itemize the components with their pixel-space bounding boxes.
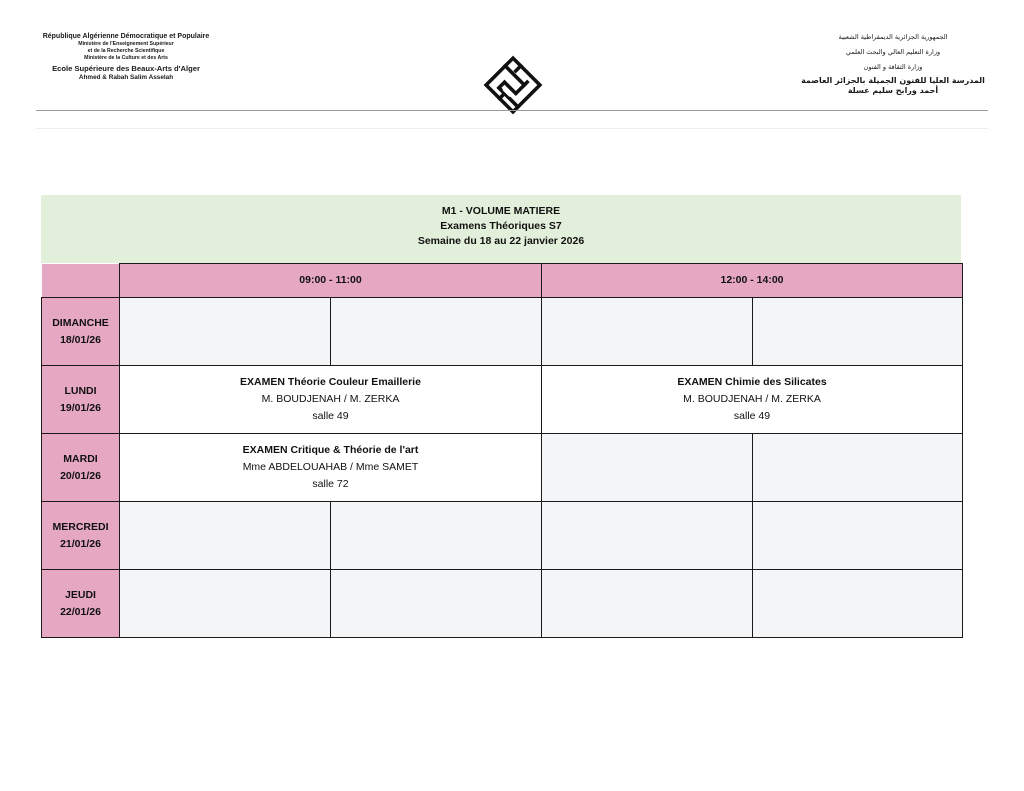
exam-room: salle 72 — [312, 478, 349, 490]
empty-slot — [120, 502, 331, 570]
exam-teachers: M. BOUDJENAH / M. ZERKA — [683, 393, 821, 405]
empty-slot — [753, 434, 963, 502]
empty-slot — [120, 298, 331, 366]
schedule-week: Semaine du 18 au 22 janvier 2026 — [417, 235, 585, 247]
empty-slot — [331, 502, 542, 570]
corner-cell — [42, 264, 120, 298]
exam-title: EXAMEN Critique & Théorie de l'art — [242, 444, 419, 456]
header-culture-ar: وزارة الثقافة و الفنون — [863, 63, 923, 71]
empty-slot — [753, 298, 963, 366]
exam-cell-lundi-afternoon — [542, 366, 963, 434]
table-row-lundi — [42, 366, 963, 434]
day-date: 21/01/26 — [60, 537, 101, 550]
exam-title: EXAMEN Chimie des Silicates — [677, 376, 827, 388]
table-row-dimanche — [42, 298, 963, 366]
exam-cell-lundi-morning — [120, 366, 542, 434]
exam-schedule-table — [41, 263, 963, 638]
day-date: 19/01/26 — [60, 401, 101, 414]
empty-slot — [542, 434, 753, 502]
empty-slot — [120, 570, 331, 638]
day-cell-mercredi — [42, 502, 120, 570]
day-cell-mardi — [42, 434, 120, 502]
empty-slot — [542, 502, 753, 570]
header-divider — [36, 110, 988, 111]
empty-slot — [753, 502, 963, 570]
header-republic-ar: الجمهورية الجزائرية الديمقراطية الشعبية — [838, 33, 948, 41]
header-school-name-ar: المدرسة العليا للفنون الجميلة بالجزائر العاصمة — [801, 76, 985, 85]
header-ministry-ar: وزارة التعليم العالي والبحث العلمي — [845, 48, 941, 56]
header-ministry-fr: Ministère de l'Enseignement Supérieur — [78, 41, 174, 47]
empty-slot — [331, 298, 542, 366]
day-cell-dimanche — [42, 298, 120, 366]
timeslot-morning: 09:00 - 11:00 — [120, 264, 542, 298]
empty-slot — [542, 570, 753, 638]
table-row-mardi — [42, 434, 963, 502]
header-arabic-institution — [798, 30, 988, 96]
header-school-name-fr: Ecole Supérieure des Beaux-Arts d'Alger — [52, 64, 200, 73]
day-name: MERCREDI — [52, 520, 109, 533]
day-cell-lundi — [42, 366, 120, 434]
header-school-names-ar: أحمد ورابح سليم عسلة — [847, 86, 939, 95]
timeslot-afternoon: 12:00 - 14:00 — [542, 264, 963, 298]
exam-room: salle 49 — [733, 410, 771, 422]
table-row-jeudi — [42, 570, 963, 638]
schedule-title-block — [41, 195, 961, 263]
exam-cell-mardi-morning — [120, 434, 542, 502]
day-cell-jeudi — [42, 570, 120, 638]
day-name: LUNDI — [64, 384, 97, 397]
timeslot-header-row — [42, 264, 963, 298]
day-date: 22/01/26 — [60, 605, 101, 618]
school-logo-icon — [481, 53, 545, 117]
exam-teachers: M. BOUDJENAH / M. ZERKA — [261, 393, 400, 405]
header-school-names-fr: Ahmed & Rabah Salim Asselah — [78, 74, 174, 81]
empty-slot — [753, 570, 963, 638]
day-date: 20/01/26 — [60, 469, 101, 482]
day-name: MARDI — [63, 452, 98, 465]
schedule-title: M1 - VOLUME MATIERE — [441, 205, 561, 217]
exam-room: salle 49 — [312, 410, 349, 422]
exam-title: EXAMEN Théorie Couleur Emaillerie — [240, 376, 421, 388]
header-french-institution — [36, 32, 216, 82]
empty-slot — [331, 570, 542, 638]
exam-teachers: Mme ABDELOUAHAB / Mme SAMET — [242, 461, 419, 473]
header-divider-light — [36, 128, 988, 129]
day-name: DIMANCHE — [52, 316, 109, 329]
day-name: JEUDI — [65, 588, 96, 601]
header-research-fr: et de la Recherche Scientifique — [87, 48, 165, 54]
header-republic-fr: République Algérienne Démocratique et Populaire — [42, 33, 210, 40]
empty-slot — [542, 298, 753, 366]
day-date: 18/01/26 — [60, 333, 101, 346]
schedule-subtitle: Examens Théoriques S7 — [440, 220, 562, 232]
header-culture-fr: Ministère de la Culture et des Arts — [84, 55, 168, 61]
table-row-mercredi — [42, 502, 963, 570]
